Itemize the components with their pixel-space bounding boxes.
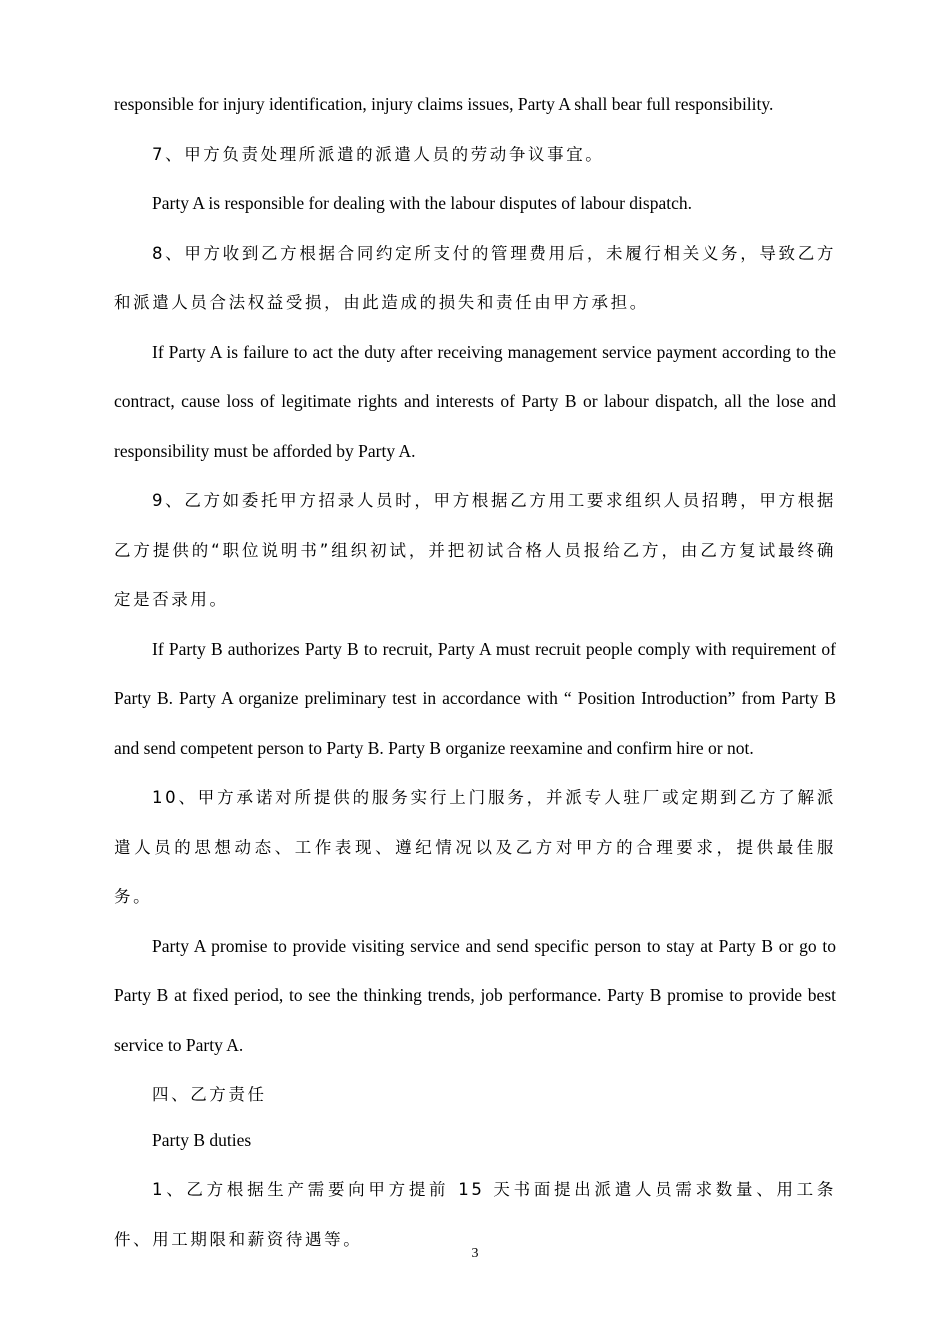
paragraph-clause-10-zh: 10、甲方承诺对所提供的服务实行上门服务，并派专人驻厂或定期到乙方了解派遣人员的思想动态、工作表现、遵纪情况以及乙方对甲方的合理要求，提供最佳服务。 <box>114 788 836 906</box>
paragraph-party-b-clause-1-zh: 1、乙方根据生产需要向甲方提前 15 天书面提出派遣人员需求数量、用工条件、用工期限和薪资待遇等。 <box>114 1180 836 1249</box>
section-heading-party-b-zh: 四、乙方责任 <box>152 1085 267 1104</box>
paragraph-clause-9-zh: 9、乙方如委托甲方招录人员时，甲方根据乙方用工要求组织人员招聘，甲方根据乙方提供的“职位说明书”组织初试，并把初试合格人员报给乙方，由乙方复试最终确定是否录用。 <box>114 491 836 609</box>
paragraph-clause-8-zh: 8、甲方收到乙方根据合同约定所支付的管理费用后，未履行相关义务，导致乙方和派遣人员合法权益受损，由此造成的损失和责任由甲方承担。 <box>114 243 836 312</box>
paragraph-clause-9-en: If Party B authorizes Party B to recruit, Party A must recruit people comply with requirement of Party B. Party A organize preliminary test in accordance with “ Position Introduction” from Party B and send competent person to Party B. Party B organize reexamine and confirm hire or not. <box>114 638 836 758</box>
paragraph-clause-10-en: Party A promise to provide visiting service and send specific person to stay at Party B or go to Party B at fixed period, to see the thinking trends, job performance. Party B promise to provide best service to Party A. <box>114 935 836 1055</box>
page-number: 3 <box>471 1246 479 1261</box>
paragraph-clause-7-en: Party A is responsible for dealing with the labour disputes of labour dispatch. <box>152 193 692 213</box>
paragraph-clause-7-zh: 7、甲方负责处理所派遣的派遣人员的劳动争议事宜。 <box>152 144 605 164</box>
section-heading-party-b-en: Party B duties <box>152 1129 252 1150</box>
paragraph-clause-8-en: If Party A is failure to act the duty after receiving management service payment according to the contract, cause loss of legitimate rights and interests of Party B or labour dispatch, all the lose and responsibility must be afforded by Party A. <box>114 341 836 461</box>
document-body <box>114 80 836 1264</box>
paragraph-injury-responsibility: responsible for injury identification, injury claims issues, Party A shall bear full responsibility. <box>114 94 774 114</box>
